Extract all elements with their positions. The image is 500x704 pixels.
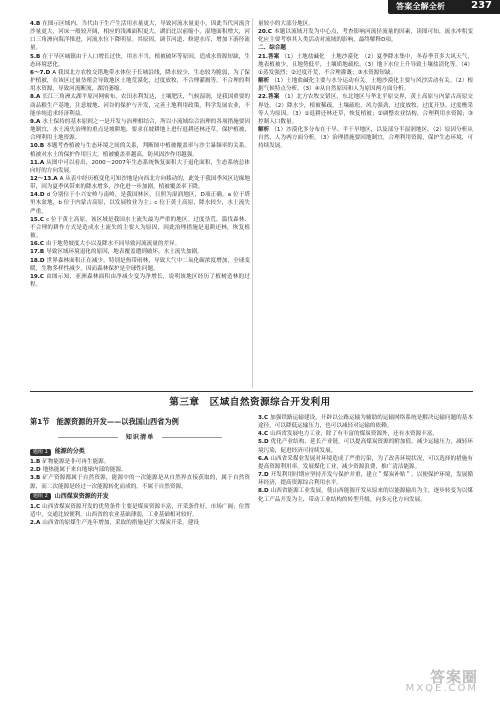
watermark-text: 答案圈	[429, 668, 478, 686]
watermark-url: MXQE.COM	[405, 683, 478, 694]
answer-text: 世界森林面积正在减少，特别是热带雨林，导致大气中二氧化碳浓度增加，全球变暖，生物多样性减少，因而森林保护是全球性问题。	[30, 257, 250, 272]
answer-item	[30, 191, 250, 215]
answer-item	[258, 77, 473, 93]
chapter-banner	[0, 391, 500, 409]
answer-number: 17.B	[30, 249, 47, 256]
answer-text: A 我国北方农牧交错地带水体位于长城沿线，降水较少，生态较为脆弱，为了保护植被，在该区过量垦殖会导致地区土地荒漠化，过度放牧，不合理灌溉等。不合理的利用水资源，导致河流断流，湖泊萎缩。	[30, 69, 250, 93]
topic-badge: 题组 2	[30, 493, 51, 500]
answer-number: 1.C	[30, 503, 43, 510]
column-divider	[252, 18, 253, 388]
answer-number: 5.B	[30, 53, 43, 60]
answer-text: 由于地势坡度大小以及降水不同导致河流流量的差异。	[45, 241, 181, 248]
answer-text: 矿物能源是非可再生能源。	[42, 459, 110, 466]
answer-item	[30, 20, 250, 53]
answer-item	[30, 503, 250, 519]
answer-item	[30, 466, 250, 474]
answer-number: 1.B	[30, 459, 43, 466]
answer-item	[258, 414, 473, 430]
answer-text: 量较小的大部分地区。	[258, 21, 314, 27]
answer-number: 22.答案	[258, 94, 282, 101]
answer-item	[258, 20, 473, 28]
answer-item	[30, 93, 250, 117]
answer-item	[30, 53, 250, 69]
answer-text: 山西省能源工业发展，使山西能源开发从原来的以能源输出为主，逐步转变为以煤化工产品开发为主，带动工业结构的转型升级，向多元化方向发展。	[258, 488, 473, 503]
answer-number: 3.C	[258, 415, 271, 421]
answer-text: （1）北方农牧交错区，东北地区与华北平原交界，黄土高原与内蒙古高原交界处。（2）降水少，植被稀疏，土壤疏松，风力强劲，过度放牧、过度开垦、过度樵采等人为原因。（3）①退耕还林还草，恢复植被；②调整农业结构，合理利用水资源；③控制人口数量。	[258, 94, 474, 125]
answer-number: 4.C	[258, 431, 271, 438]
answer-text: 本题考查植被与生态环境之间的关系，判断图中植被覆盖率与沙尘暴频率的关系。植被对水土的保护作用巨大，植被覆盖率越高，防风固沙作用越强。	[30, 143, 250, 158]
answer-number: 5.D	[258, 439, 271, 446]
section-title: 第1节 能源资源的开发——以我国山西省为例	[30, 417, 179, 426]
right-column	[258, 20, 473, 151]
answer-item	[30, 273, 250, 289]
answer-text: 从图中可以看出，2000～2007年生态系统恢复面积大于退化面积，生态系统总体向好的方向发展。	[30, 159, 250, 174]
answer-text: d 分别位于小兴安岭与南岭，是我国林区，日照为湿润地区，D项正确。a 位于塔里木盆地，b 位于内蒙古高原，以发展牧业为主；c 位于黄土高原，降水较少，水土流失严重。	[30, 192, 251, 215]
answer-text: （1）土地盐碱化 土地沙漠化 （2）夏季降水集中，冬春季节多大风天气，地表植被少，且地势低平，土壤质地疏松。（3）地下水位上升导致土壤盐渍化等。（4）①蒸发强烈；②过度开荒，不合理灌溉；③水资源短缺。	[258, 53, 473, 76]
answer-number: 19.C	[30, 273, 47, 280]
answer-item	[30, 216, 250, 240]
answer-item	[30, 175, 250, 191]
header-tab	[388, 0, 500, 14]
answer-number: 4.B	[30, 21, 43, 27]
answer-text: 导致区域环境退化的原因，地表覆盖遭到破坏，水土流失加剧。	[46, 249, 203, 256]
answer-number: 12～13.A	[30, 175, 60, 182]
answer-item	[258, 28, 473, 44]
page-header	[0, 0, 500, 14]
answer-number: 2.D	[30, 467, 43, 474]
answer-item	[258, 471, 473, 487]
topic-heading	[30, 493, 250, 501]
right-column-2	[258, 414, 473, 504]
left-column-2	[30, 446, 250, 527]
answer-item	[30, 240, 250, 248]
answer-number: 9.A	[30, 118, 43, 125]
watermark-logo	[386, 666, 478, 696]
chapter-title: 第三章 区域自然资源综合开发利用	[169, 397, 331, 408]
answer-item	[30, 458, 250, 466]
answer-number: 解析	[258, 78, 272, 85]
answer-item	[258, 487, 473, 503]
answer-text: （1）沙漠化多分布在干旱、半干旱地区，以及部分半湿润地区。（2）原因分析从自然、人为两方面分析。（3）治理措施要因地制宜，合理利用资源，保护生态环境，可持续发展。	[258, 127, 473, 150]
answer-text: （1）土地盐碱化主要与水分运动有关，土地沙漠化主要与风沙活动有关。（2）根据气候特点分析。（3）④从自然原因和人为原因两方面分析。	[258, 78, 473, 93]
answer-number: 15.C	[30, 216, 47, 223]
topic-title: 能源的分类	[54, 448, 85, 455]
answer-number: 20.C	[258, 29, 275, 36]
answer-number: 8.D	[258, 488, 271, 495]
answer-item	[30, 248, 250, 256]
answer-text: 加强铁路运输建设，开辟以公路运输为辅助的运输网络系统是解决运输问题的基本途径，可以降低运输压力，也可以减轻对运输的依赖。	[258, 415, 473, 430]
topic-heading	[30, 448, 250, 456]
answer-item	[30, 69, 250, 93]
answer-text: 在干旱区城镇由于人口增长过快，用水不当，植被破坏等原因，造成水资源短缺，生态环境恶化。	[30, 53, 250, 68]
answer-item	[258, 93, 473, 126]
answer-number: 解析	[258, 127, 272, 134]
answer-text: 山西省煤炭资源开发的优势条件主要是煤炭资源丰富，开采条件好，市场广阔；位置适中，交通比较便利。山西省的农业基础薄弱，工业基础相对较好。	[30, 503, 250, 519]
answer-text: 本题以流域开发为中心点，考查影响河流径流量的因素，读图可知，流水冲积变化应主要考察其人类活动对流域的影响，最终解释D项。	[258, 29, 473, 44]
answer-item	[258, 455, 473, 471]
page-number: 237	[471, 0, 492, 11]
answer-item	[258, 126, 473, 150]
answer-number: 6.A	[258, 455, 271, 462]
answer-number: 3.B	[30, 475, 43, 482]
answer-number: 6～7.D	[30, 69, 53, 76]
answer-number: 8.A	[30, 94, 43, 101]
answer-text: A 从表中经历植变化可知沙地是向西北方向移动的，此处于我国季风区边缘地带，因为夏季风带来的降水增多，沙化进一步加剧，植被覆盖率下降。	[30, 175, 250, 191]
answer-text: c 位于黄土高原，该区域是我国水土流失最为严重的地区。过度垦荒、滥伐森林、不合理的耕作方式是造成水土流失的主要人为原因，因此治理措施是退耕还林，恢复植被。	[30, 216, 250, 240]
answer-number: 16.C	[30, 241, 46, 248]
answer-text: 开发利用时期应坚持开发与保护并重，建立＂煤炭补贴＂，以便保护环境，发展循环经济，提高资源综合利用水平。	[258, 472, 473, 487]
answer-number: 11.A	[30, 159, 47, 166]
answer-item	[30, 474, 250, 490]
chapter-rule	[30, 391, 473, 392]
answer-item	[30, 118, 250, 142]
answer-number: 18.D	[30, 257, 47, 264]
answer-number: 21.答案	[258, 53, 282, 60]
answer-text: 地热能属于来自地球内部的能源。	[42, 467, 127, 474]
answer-item	[30, 142, 250, 158]
answer-number: 10.B	[30, 143, 47, 150]
answer-item	[258, 44, 473, 52]
answer-number: 7.D	[258, 472, 271, 479]
answer-text: 由图示知，亚洲森林面积由净减少变为净增长，说明该地区经历了植树造林的过程。	[30, 273, 250, 288]
answer-text: 水土保持的基本原则之一是开发与治理相结合，所以小流域综合治理的各项措施要因地制宜，水土流失治理的重点是坡耕地，要求在坡耕地上进行退耕还林还草，保护植被，合理利用土地资源。	[30, 118, 250, 142]
answer-text: 优化产业结构、延长产业链，可以提高煤炭资源的附加值，减少运输压力，减轻环境污染，促进经济可持续发展。	[258, 439, 473, 454]
left-column	[30, 20, 250, 289]
answer-text: 在图示区域内，当代由于生产生活用水量更大，导致河流水量更小，因此当代河流含沙量更大，河床一般较开阔，相应的浅滩面积更大，湖泊比以前缩小，湿地面积增大，河口三角洲向海洋推进，河流水位下降明显。其原因，调节河道，修建水库，增加下游径流量。	[30, 21, 250, 52]
topic-title: 山西煤炭资源的开发	[54, 492, 109, 500]
answer-number: 2.A	[30, 520, 43, 527]
answer-item	[30, 257, 250, 273]
answer-item	[30, 159, 250, 175]
knowledge-list-heading: 知识清单	[30, 432, 250, 441]
answer-item	[258, 438, 473, 454]
answer-item	[258, 430, 473, 438]
answer-text: 山西省发展电力工业，除了有丰富的煤炭资源外，还有水资源丰富。	[270, 431, 438, 438]
header-title: 答案全解全析	[396, 2, 446, 11]
answer-item	[30, 519, 250, 527]
answer-number: 14.D	[30, 192, 47, 199]
topic-badge: 题组 1	[30, 449, 51, 456]
answer-item	[258, 53, 473, 77]
answer-text: 长江三角洲太湖平原河网密布，农田水利发达，土壤肥沃，气候湿润，是我国重要的商品粮生产基地，注意坡地、河谷的保护与开发，完善土地利用政策，科学发展农业，不能单纯追求经济利益。	[30, 94, 250, 117]
answer-number: 二、综合题	[258, 45, 286, 52]
answer-text: 山西省采煤业发展对环境造成了严重污染，为了改善环境状况，可以选择的措施有提高资源利用率，发展煤化工业，减少资源浪费，推广清洁能源。	[258, 455, 473, 470]
answer-text: 山西省的原煤生产连年增加，采取的措施是扩大煤炭开采，建设	[42, 520, 199, 527]
answer-text: 矿产资源都属于自然资源，能源中的一次能源是从自然界直接获取的，属于自然资源，而二次能源是经过一次能源转化而成的，不属于自然资源。	[30, 475, 250, 490]
